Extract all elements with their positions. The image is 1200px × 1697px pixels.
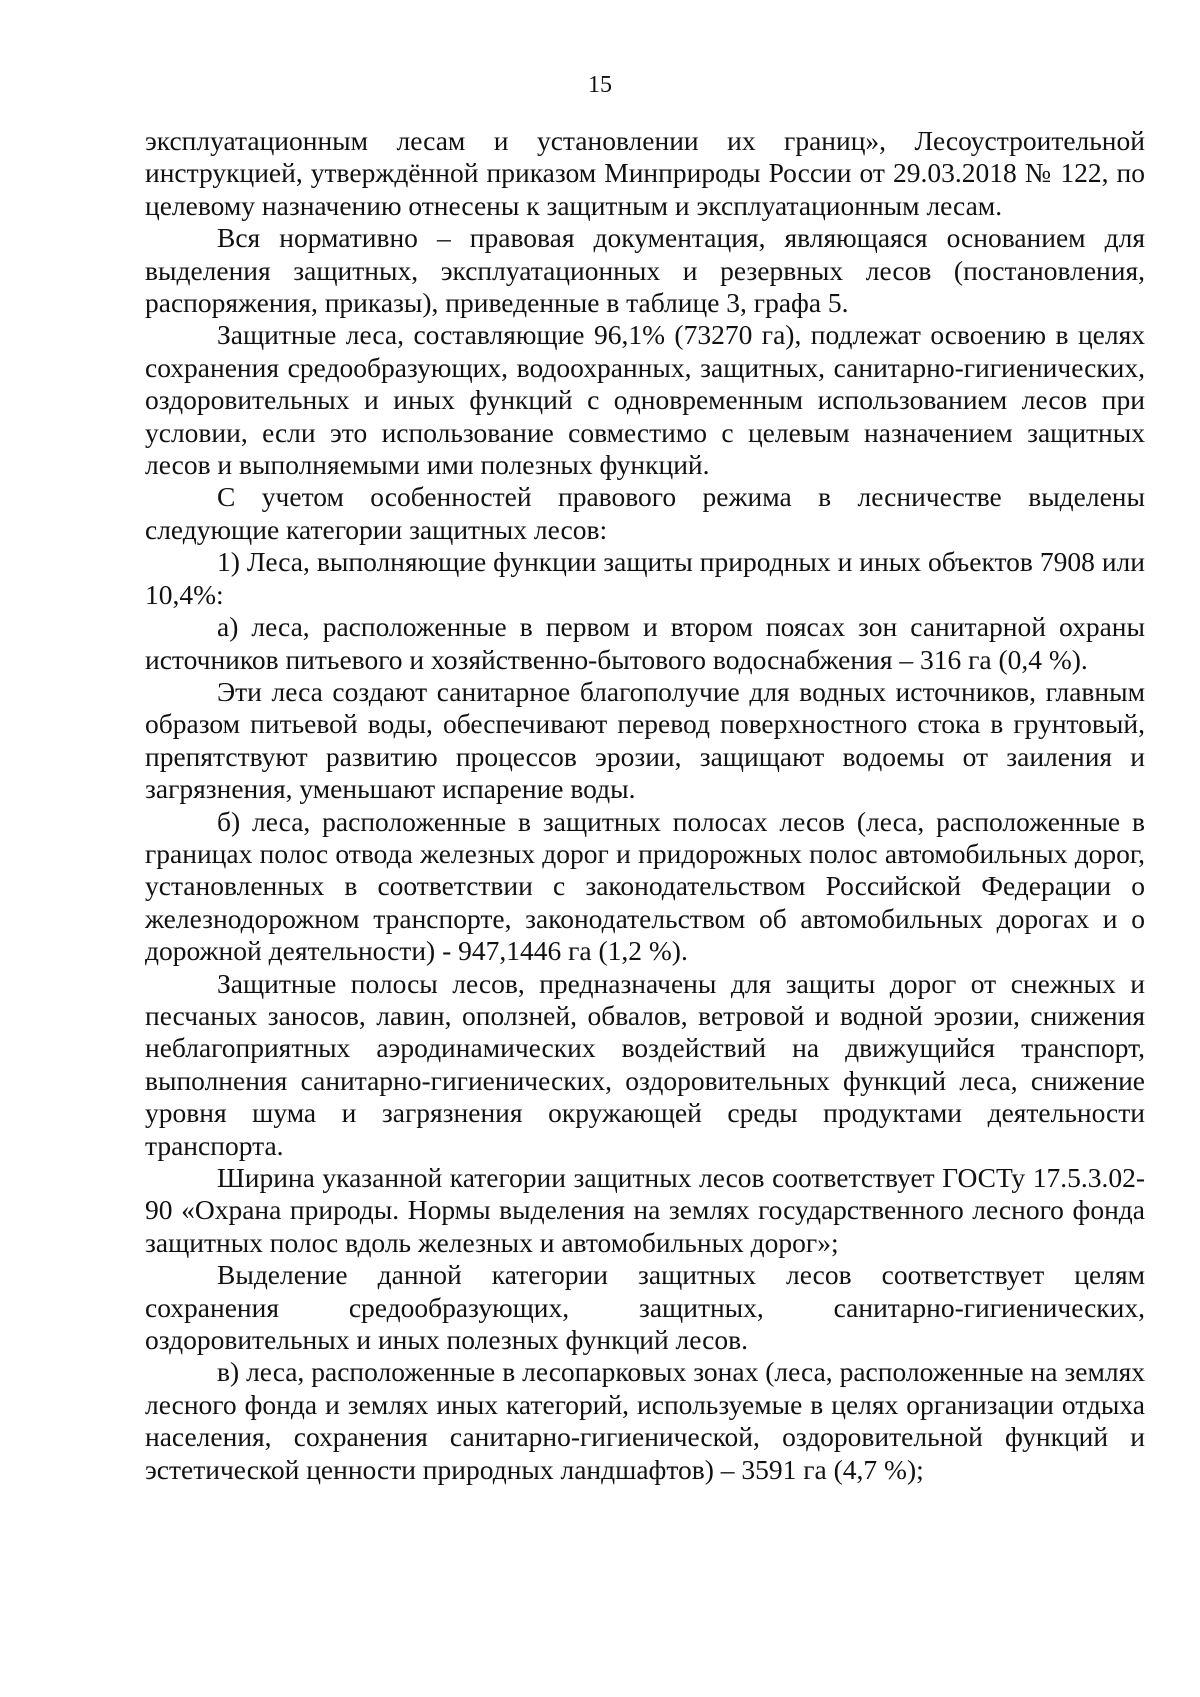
paragraph-item-a-description: Эти леса создают санитарное благополучие для водных источников, главным образом питьевой воды, обеспечивают перевод поверхностного стока в грунтовый, препятствуют развитию процессов эрозии, защищают водоемы от заиления и загрязнения, уменьшают испарение воды. [145,675,1145,805]
paragraph-item-a: а) леса, расположенные в первом и втором поясах зон санитарной охраны источников питьевого и хозяйственно-бытового водоснабжения – 316 га (0,4 %). [145,611,1145,675]
paragraph-continuation: эксплуатационным лесам и установлении их границ», Лесоустроительной инструкцией, утверждённой приказом Минприроды России от 29.03.2018 № 122, по целевому назначению отнесены к защитным и эксплуатационным лесам. [145,125,1145,221]
paragraph-regulatory-docs: Вся нормативно – правовая документация, являющаяся основанием для выделения защитных, эксплуатационных и резервных лесов (постановления, распоряжения, приказы), приведенные в таблице 3, графа 5. [145,222,1145,319]
paragraph-category-purpose: Выделение данной категории защитных лесов соответствует целям сохранения средообразующих, защитных, санитарно-гигиенических, оздоровительных и иных полезных функций лесов. [145,1259,1145,1356]
paragraph-category-1: 1) Леса, выполняющие функции защиты природных и иных объектов 7908 или 10,4%: [145,546,1145,610]
paragraph-item-v: в) леса, расположенные в лесопарковых зонах (леса, расположенные на землях лесного фонда и землях иных категорий, используемые в целях организации отдыха населения, сохранения санитарно-гигиенической, оздоровительной функций и эстетической ценности природных ландшафтов) – 3591 га (4,7 %); [145,1356,1145,1485]
page-number: 15 [588,72,612,98]
paragraph-protective-forests-share: Защитные леса, составляющие 96,1% (73270 га), подлежат освоению в целях сохранения средообразующих, водоохранных, защитных, санитарно-гигиенических, оздоровительных и иных функций с одновременным использованием лесов при условии, если это использование совместимо с целевым назначением защитных лесов и выполняемыми ими полезных функций. [145,319,1145,481]
document-body [145,125,1145,1486]
paragraph-categories-intro: С учетом особенностей правового режима в лесничестве выделены следующие категории защитных лесов: [145,481,1145,545]
paragraph-item-b-description: Защитные полосы лесов, предназначены для защиты дорог от снежных и песчаных заносов, лавин, оползней, обвалов, ветровой и водной эрозии, снижения неблагоприятных аэродинамических воздействий на движущийся транспорт, выполнения санитарно-гигиенических, оздоровительных функций леса, снижение уровня шума и загрязнения окружающей среды продуктами деятельности транспорта. [145,967,1145,1161]
paragraph-item-b: б) леса, расположенные в защитных полосах лесов (леса, расположенные в границах полос отвода железных дорог и придорожных полос автомобильных дорог, установленных в соответствии с законодательством Российской Федерации о железнодорожном транспорте, законодательством об автомобильных дорогах и о дорожной деятельности) - 947,1446 га (1,2 %). [145,805,1145,967]
paragraph-gost-width: Ширина указанной категории защитных лесов соответствует ГОСТу 17.5.3.02-90 «Охрана природы. Нормы выделения на землях государственного лесного фонда защитных полос вдоль железных и автомобильных дорог»; [145,1162,1145,1258]
